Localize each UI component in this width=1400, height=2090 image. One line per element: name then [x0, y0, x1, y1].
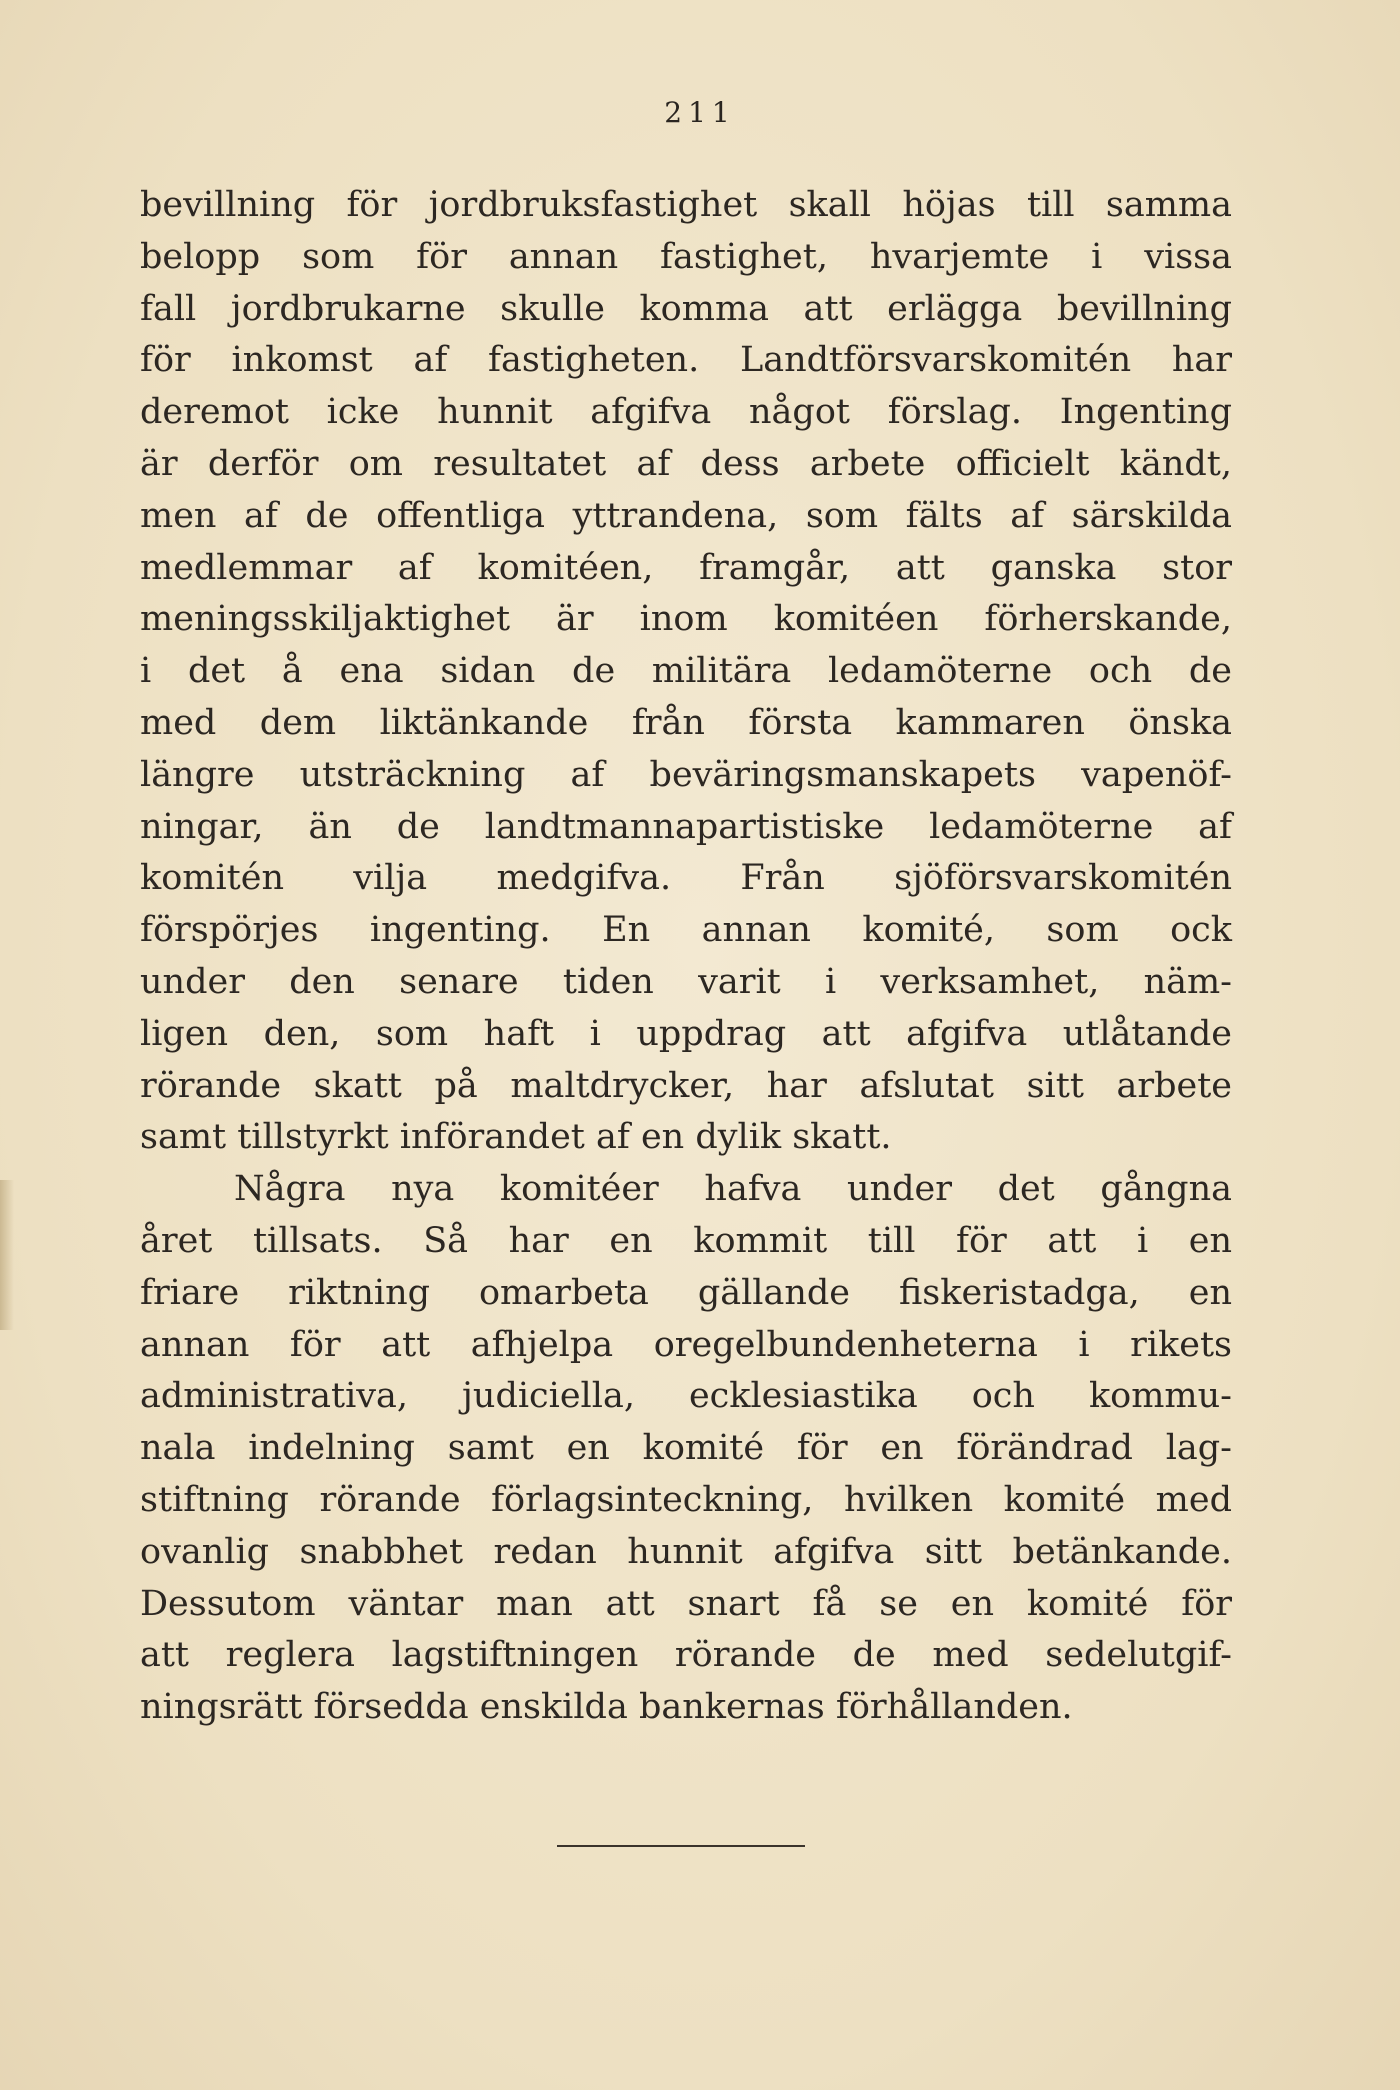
- text-line: medlemmar af komitéen, framgår, att ganska stor: [140, 547, 1232, 588]
- text-line: längre utsträckning af beväringsmanskapets vapenöf-: [140, 754, 1232, 795]
- text-line: året tillsats. Så har en kommit till för att i en: [140, 1220, 1232, 1261]
- text-line: nala indelning samt en komité för en förändrad lag-: [140, 1428, 1232, 1469]
- page-number: 211: [664, 96, 736, 129]
- text-line: rörande skatt på maltdrycker, har afslutat sitt arbete: [140, 1065, 1232, 1106]
- text-line: Dessutom väntar man att snart få se en komité för: [140, 1583, 1232, 1624]
- text-line: annan för att afhjelpa oregelbundenheterna i rikets: [140, 1324, 1232, 1365]
- paragraph-end-line: ningsrätt försedda enskilda bankernas förhållanden.: [140, 1687, 1073, 1728]
- body-text: [140, 180, 1232, 1734]
- text-line: under den senare tiden varit i verksamhet, näm-: [140, 961, 1232, 1002]
- text-line: att reglera lagstiftningen rörande de med sedelutgif-: [140, 1635, 1232, 1676]
- text-line: komitén vilja medgifva. Från sjöförsvarskomitén: [140, 858, 1232, 899]
- page-edge-shadow: [0, 1180, 14, 1330]
- text-line: förspörjes ingenting. En annan komité, som ock: [140, 910, 1232, 951]
- text-line: i det å ena sidan de militära ledamöterne och de: [140, 651, 1232, 692]
- text-line: belopp som för annan fastighet, hvarjemte i vissa: [140, 236, 1232, 277]
- text-line: deremot icke hunnit afgifva något förslag. Ingenting: [140, 392, 1232, 433]
- text-line: friare riktning omarbeta gällande fiskeristadga, en: [140, 1272, 1232, 1313]
- text-line: fall jordbrukarne skulle komma att erlägga bevillning: [140, 288, 1232, 329]
- paragraph-start-line: Några nya komitéer hafva under det gångna: [234, 1169, 1232, 1210]
- text-line: ningar, än de landtmannapartistiske ledamöterne af: [140, 806, 1232, 847]
- paragraph-end-line: samt tillstyrkt införandet af en dylik skatt.: [140, 1117, 892, 1158]
- text-line: med dem liktänkande från första kammaren önska: [140, 702, 1232, 743]
- text-line: meningsskiljaktighet är inom komitéen förherskande,: [140, 599, 1232, 640]
- text-line: för inkomst af fastigheten. Landtförsvarskomitén har: [140, 340, 1232, 381]
- text-line: ovanlig snabbhet redan hunnit afgifva sitt betänkande.: [140, 1531, 1232, 1572]
- text-line: ligen den, som haft i uppdrag att afgifva utlåtande: [140, 1013, 1232, 1054]
- text-line: men af de offentliga yttrandena, som fälts af särskilda: [140, 495, 1232, 536]
- text-line: stiftning rörande förlagsinteckning, hvilken komité med: [140, 1479, 1232, 1520]
- section-divider-rule: [557, 1845, 805, 1847]
- text-line: bevillning för jordbruksfastighet skall höjas till samma: [140, 185, 1232, 225]
- text-line: administrativa, judiciella, ecklesiastika och kommu-: [140, 1376, 1232, 1417]
- text-line: är derför om resultatet af dess arbete officielt kändt,: [140, 443, 1232, 484]
